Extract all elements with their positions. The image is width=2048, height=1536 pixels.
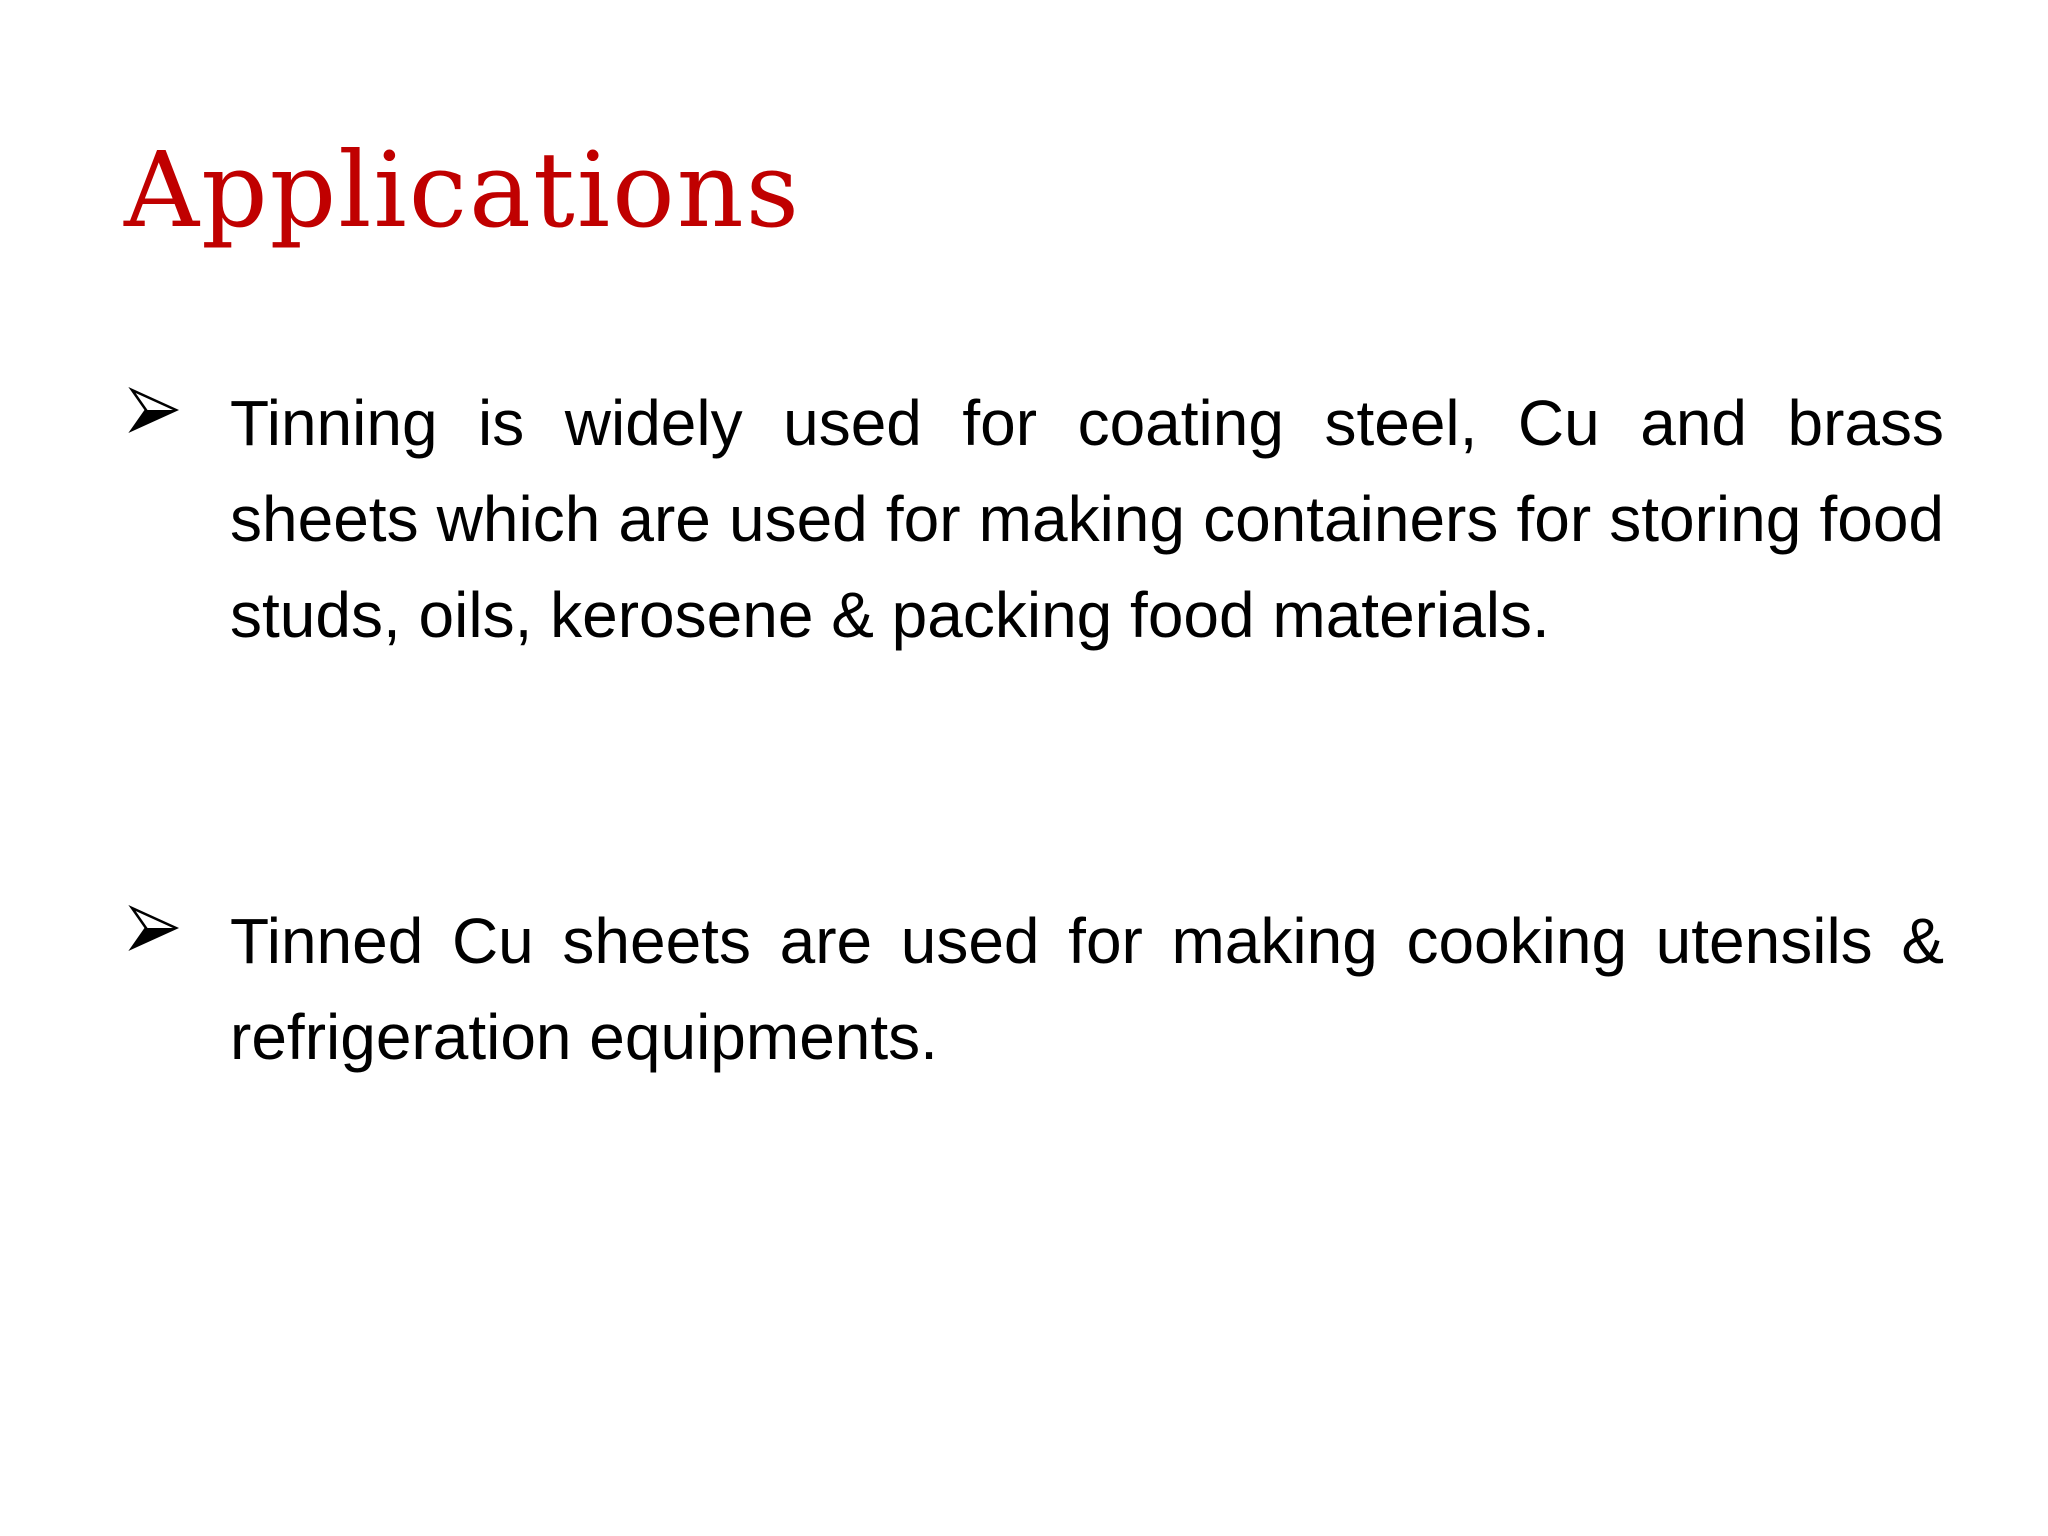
- slide-title: Applications: [124, 129, 802, 251]
- bullet-item: [128, 893, 1944, 1085]
- bullet-item: [128, 375, 1944, 663]
- bullet-text: Tinned Cu sheets are used for making cooking utensils & refrigeration equipments.: [230, 905, 1944, 1073]
- bullet-text: Tinning is widely used for coating steel, Cu and brass sheets which are used for making containers for storing food studs, oils, kerosene & packing food materials.: [230, 387, 1944, 651]
- arrow-bullet-icon: [128, 902, 180, 954]
- arrow-bullet-icon: [128, 384, 180, 436]
